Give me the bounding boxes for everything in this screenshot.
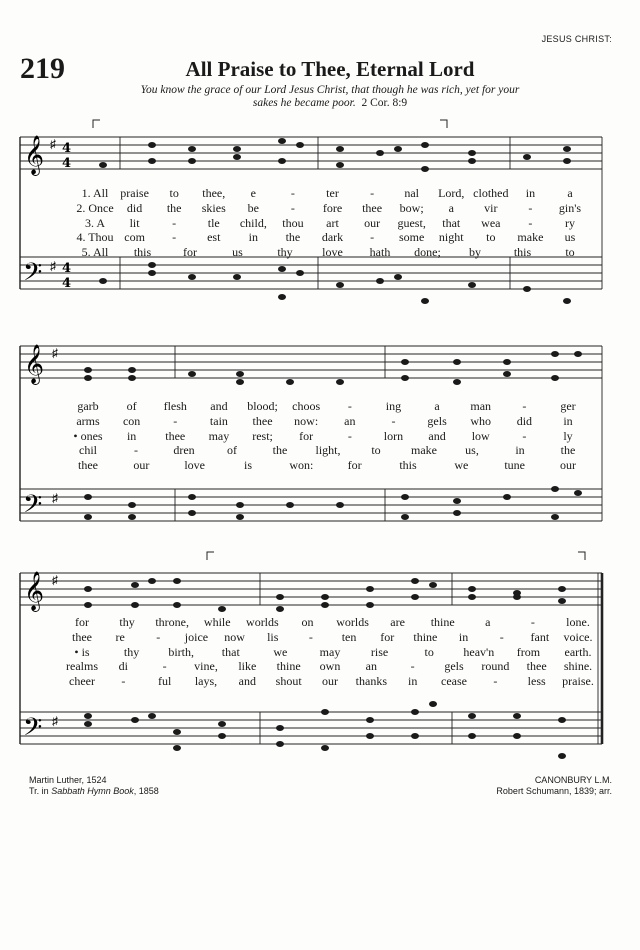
lyric-s1-v4-w13: us xyxy=(564,230,576,245)
lyric-s2-v3-w12: ly xyxy=(563,428,573,443)
lyric-s1-v5-w1: 5. All xyxy=(81,245,109,260)
lyric-s2-v2-w5: thee xyxy=(252,413,273,428)
lyric-s3-v5-w4: lays, xyxy=(194,674,218,689)
lyric-s3-v5-w6: shout xyxy=(275,674,302,689)
lyric-s3-v2-w13: fant xyxy=(530,629,550,644)
lyric-s3-v4-w12: thee xyxy=(526,659,547,674)
lyric-s2-v5-w10: our xyxy=(560,458,576,473)
lyric-s1-v4-w7: dark xyxy=(321,230,344,245)
lyric-s3-v1-w6: on xyxy=(301,615,314,629)
lyric-s2-v3-w3: thee xyxy=(165,428,186,443)
lyric-s3-v2-w8: ten xyxy=(341,629,357,644)
lyric-s2-v3-w9: and xyxy=(428,428,446,443)
lyric-s3-v5-w1: cheer xyxy=(69,674,95,689)
lyric-s2-v3-w2: in xyxy=(126,428,137,443)
lyric-s1-v1-w3: to xyxy=(169,186,179,200)
lyric-s2-v1-w11: - xyxy=(522,399,527,413)
lyric-s1-v2-w1: 2. Once xyxy=(76,200,114,215)
lyric-s2-v3-w10: low xyxy=(471,428,490,443)
lyric-s1-v1-w9: nal xyxy=(404,186,419,200)
lyric-s1-v5-w2: this xyxy=(133,245,152,260)
lyric-s1-v4-w1: 4. Thou xyxy=(76,230,114,245)
lyric-s2-v3-w8: lorn xyxy=(383,428,404,443)
lyric-s2-v1-w9: a xyxy=(434,399,440,413)
text-author: Martin Luther, 1524 xyxy=(29,775,107,785)
lyric-s3-v1-w8: are xyxy=(390,615,405,629)
lyric-s3-v4-w13: shine. xyxy=(563,659,593,674)
lyric-s3-v4-w7: own xyxy=(319,659,341,674)
lyric-s1-v4-w4: est xyxy=(207,230,221,245)
lyric-s3-v3-w8: to xyxy=(424,644,434,659)
lyric-s1-v3-w13: ry xyxy=(565,215,575,230)
lyric-s2-v5-w9: tune xyxy=(504,458,525,473)
lyric-s1-v4-w6: the xyxy=(285,230,301,245)
lyric-s3-v4-w5: like xyxy=(238,659,257,674)
lyric-s2-v1-w5: blood; xyxy=(247,399,278,413)
lyric-s3-v2-w11: in xyxy=(458,629,469,644)
lyric-s1-v1-w4: thee, xyxy=(202,186,226,200)
lyric-s3-v4-w9: - xyxy=(410,659,415,674)
lyric-s3-v3-w5: we xyxy=(273,644,288,659)
lyric-s1-v3-w9: guest, xyxy=(397,215,426,230)
lyric-s1-v5-w3: for xyxy=(183,245,197,260)
lyric-s2-v3-w6: for xyxy=(299,428,314,443)
lyric-s3-v1-w1: for xyxy=(75,615,89,629)
lyric-s2-v2-w4: tain xyxy=(209,413,228,428)
lyric-s3-v2-w3: - xyxy=(156,629,161,644)
lyric-s2-v1-w6: choos xyxy=(292,399,321,413)
lyric-s3-v2-w9: for xyxy=(380,629,395,644)
lyric-s2-v2-w10: who xyxy=(470,413,492,428)
epigraph xyxy=(80,84,580,110)
translation-prefix: Tr. in xyxy=(29,786,49,796)
lyric-s1-v2-w6: - xyxy=(290,200,295,215)
translation-credit xyxy=(29,786,159,797)
lyric-s3-v2-w10: thine xyxy=(413,629,438,644)
lyric-s1-v4-w12: make xyxy=(517,230,544,245)
lyric-s2-v4-w7: to xyxy=(371,443,381,458)
lyric-s1-v1-w1: 1. All xyxy=(81,186,109,200)
lyric-s3-v1-w11: - xyxy=(530,615,535,629)
lyric-s1-v2-w10: a xyxy=(448,200,454,215)
lyric-s3-v3-w11: earth. xyxy=(564,644,592,659)
lyric-s1-v1-w10: Lord, xyxy=(438,186,465,200)
svg-text:♯: ♯ xyxy=(52,346,58,360)
lyric-s1-v3-w11: wea xyxy=(481,215,501,230)
lyric-s3-v3-w4: that xyxy=(221,644,240,659)
lyric-s1-v1-w5: e xyxy=(250,186,256,200)
lyric-s2-v4-w3: dren xyxy=(173,443,195,458)
lyric-s3-v3-w9: heav'n xyxy=(463,644,495,659)
lyric-s2-v4-w8: make xyxy=(411,443,437,458)
section-label: JESUS CHRIST: xyxy=(541,34,612,44)
lyric-s1-v2-w12: - xyxy=(528,200,533,215)
lyric-s1-v4-w3: - xyxy=(172,230,177,245)
lyric-s1-v3-w2: lit xyxy=(129,215,140,230)
lyric-s3-v1-w4: while xyxy=(203,615,231,629)
translation-year: , 1858 xyxy=(133,786,159,796)
lyric-s2-v2-w7: an xyxy=(344,413,356,428)
svg-text:♯: ♯ xyxy=(50,259,56,273)
lyric-s3-v2-w4: joice xyxy=(184,629,209,644)
lyric-s3-v5-w12: less xyxy=(527,674,546,689)
lyric-s1-v3-w6: thou xyxy=(282,215,304,230)
lyric-s1-v1-w8: - xyxy=(370,186,375,200)
lyric-s2-v2-w8: - xyxy=(391,413,396,428)
lyric-s3-v2-w6: lis xyxy=(267,629,279,644)
lyric-s1-v4-w2: com xyxy=(124,230,145,245)
svg-text:♯: ♯ xyxy=(50,137,56,151)
tune-name: CANONBURY L.M. xyxy=(534,775,612,785)
lyric-s3-v1-w9: thine xyxy=(430,615,455,629)
lyric-s1-v2-w2: did xyxy=(126,200,143,215)
lyric-s1-v4-w10: night xyxy=(438,230,464,245)
lyric-s1-v5-w8: done; xyxy=(414,245,441,260)
svg-text:𝄞: 𝄞 xyxy=(24,135,45,175)
lyric-s1-v3-w12: - xyxy=(528,215,533,230)
lyric-s2-v1-w12: ger xyxy=(560,399,576,413)
lyric-s2-v4-w5: the xyxy=(272,443,288,458)
svg-text:♯: ♯ xyxy=(52,573,58,587)
lyric-s1-v3-w7: art xyxy=(326,215,339,230)
lyric-s3-v2-w2: re xyxy=(115,629,125,644)
lyric-s3-v5-w9: in xyxy=(407,674,418,689)
lyric-s1-v5-w9: by xyxy=(469,245,481,260)
lyric-s2-v1-w7: - xyxy=(347,399,352,413)
lyric-s2-v5-w6: for xyxy=(347,458,362,473)
lyric-s3-v2-w5: now xyxy=(224,629,245,644)
lyric-s2-v3-w1: • ones xyxy=(73,428,103,443)
lyric-s3-v5-w3: ful xyxy=(157,674,172,689)
lyric-s1-v1-w7: ter xyxy=(326,186,339,200)
lyric-s2-v3-w5: rest; xyxy=(252,428,273,443)
epigraph-reference: 2 Cor. 8:9 xyxy=(361,97,408,109)
lyric-s2-v5-w5: won: xyxy=(289,458,314,473)
lyric-s1-v4-w9: some xyxy=(398,230,425,245)
lyric-s2-v1-w8: ing xyxy=(385,399,402,413)
translation-source: Sabbath Hymn Book xyxy=(51,786,134,796)
lyric-s3-v5-w13: praise. xyxy=(562,674,594,689)
lyric-s1-v2-w7: fore xyxy=(322,200,343,215)
svg-text:𝄢: 𝄢 xyxy=(23,713,43,748)
svg-text:4: 4 xyxy=(62,141,72,156)
lyric-s3-v4-w4: vine, xyxy=(194,659,218,674)
hymn-number: 219 xyxy=(20,52,65,85)
lyric-s1-v2-w9: bow; xyxy=(399,200,424,215)
svg-text:4: 4 xyxy=(62,156,72,171)
lyric-s2-v4-w2: - xyxy=(134,443,138,458)
lyric-s1-v3-w10: that xyxy=(442,215,461,230)
lyric-s2-v4-w4: of xyxy=(227,443,237,458)
lyric-s1-v1-w12: in xyxy=(525,186,536,200)
lyric-s2-v3-w7: - xyxy=(347,428,352,443)
lyric-s2-v4-w11: the xyxy=(560,443,576,458)
lyric-s3-v4-w1: realms xyxy=(66,659,98,674)
lyric-s3-v3-w10: from xyxy=(516,644,541,659)
credits-right xyxy=(496,775,612,797)
lyric-s1-v3-w5: child, xyxy=(239,215,267,230)
lyric-s3-v2-w1: thee xyxy=(72,629,92,644)
lyric-s2-v1-w4: and xyxy=(210,399,228,413)
lyric-s1-v4-w5: in xyxy=(248,230,258,245)
lyric-s3-v5-w7: our xyxy=(322,674,338,689)
lyric-s1-v2-w8: thee xyxy=(362,200,383,215)
lyric-s1-v5-w4: us xyxy=(232,245,243,260)
lyric-s2-v4-w9: us, xyxy=(465,443,479,458)
lyric-s2-v4-w6: light, xyxy=(315,443,341,458)
lyric-s3-v4-w8: an xyxy=(365,659,377,674)
lyric-s3-v5-w11: - xyxy=(493,674,498,689)
lyric-s1-v2-w3: the xyxy=(166,200,182,215)
lyric-s3-v1-w3: throne, xyxy=(155,615,189,629)
lyric-s2-v1-w2: of xyxy=(126,399,137,413)
lyric-s2-v2-w1: arms xyxy=(76,413,100,428)
svg-text:𝄢: 𝄢 xyxy=(23,490,43,525)
lyric-s3-v1-w12: lone. xyxy=(566,615,590,629)
lyric-s2-v2-w2: con xyxy=(122,413,141,428)
lyric-s3-v3-w3: birth, xyxy=(168,644,195,659)
lyric-s2-v4-w1: chil xyxy=(79,443,97,458)
lyric-s3-v4-w6: thine xyxy=(276,659,301,674)
lyric-s3-v3-w1: • is xyxy=(74,644,90,659)
lyric-s3-v5-w2: - xyxy=(121,674,126,689)
epigraph-line-1: You know the grace of our Lord Jesus Christ, that though he was rich, yet for your xyxy=(140,84,520,96)
lyric-s3-v1-w7: worlds xyxy=(336,615,369,629)
lyric-s1-v4-w11: to xyxy=(486,230,496,245)
lyric-s1-v5-w7: hath xyxy=(369,245,391,260)
svg-text:4: 4 xyxy=(62,276,72,291)
lyric-s3-v2-w14: voice. xyxy=(563,629,593,644)
credits-left xyxy=(29,775,159,797)
lyric-s1-v5-w11: to xyxy=(565,245,575,260)
lyric-s2-v5-w4: is xyxy=(243,458,253,473)
hymn-title: All Praise to Thee, Eternal Lord xyxy=(185,57,475,81)
lyric-s1-v2-w5: be xyxy=(247,200,259,215)
lyric-s3-v3-w2: thy xyxy=(123,644,140,659)
svg-text:𝄢: 𝄢 xyxy=(23,258,43,293)
svg-text:♯: ♯ xyxy=(52,714,58,728)
lyric-s1-v3-w1: 3. A xyxy=(84,215,106,230)
lyric-s2-v2-w12: in xyxy=(563,413,573,428)
svg-text:♯: ♯ xyxy=(52,491,58,505)
svg-text:𝄞: 𝄞 xyxy=(24,571,45,611)
lyric-s3-v3-w7: rise xyxy=(370,644,389,659)
lyric-s1-v5-w6: love xyxy=(322,245,343,260)
lyric-s1-v2-w11: vir xyxy=(484,200,498,215)
lyric-s2-v5-w1: thee xyxy=(78,458,98,473)
lyric-s2-v5-w8: we xyxy=(454,458,469,473)
lyric-s2-v1-w1: garb xyxy=(77,399,99,413)
lyric-s3-v1-w5: worlds xyxy=(246,615,279,629)
composer: Robert Schumann, 1839; arr. xyxy=(496,786,612,796)
lyric-s1-v5-w5: thy xyxy=(277,245,293,260)
lyric-s1-v1-w6: - xyxy=(290,186,295,200)
lyric-s2-v5-w2: our xyxy=(133,458,150,473)
lyric-s2-v5-w3: love xyxy=(184,458,205,473)
lyric-s3-v2-w12: - xyxy=(499,629,504,644)
lyric-s1-v2-w4: skies xyxy=(201,200,226,215)
lyric-s2-v3-w11: - xyxy=(522,428,527,443)
lyric-s3-v5-w5: and xyxy=(238,674,256,689)
lyric-s2-v1-w3: flesh xyxy=(163,399,187,413)
lyric-s3-v4-w2: di xyxy=(118,659,128,674)
lyric-s1-v5-w10: this xyxy=(513,245,532,260)
lyric-s3-v4-w3: - xyxy=(162,659,167,674)
lyric-s3-v2-w7: - xyxy=(308,629,313,644)
lyric-s1-v3-w4: tle xyxy=(207,215,220,230)
lyric-s1-v1-w2: praise xyxy=(120,186,149,200)
svg-text:𝄞: 𝄞 xyxy=(24,344,45,384)
lyric-s1-v3-w8: our xyxy=(364,215,381,230)
lyric-s1-v4-w8: - xyxy=(370,230,375,245)
lyric-s3-v4-w10: gels xyxy=(444,659,464,674)
lyric-s1-v2-w13: gin's xyxy=(558,200,582,215)
lyric-s1-v1-w11: clothed xyxy=(473,186,509,200)
lyric-s2-v2-w3: - xyxy=(173,413,178,428)
lyric-s2-v1-w10: man xyxy=(470,399,492,413)
lyric-s3-v1-w10: a xyxy=(485,615,491,629)
lyric-s1-v3-w3: - xyxy=(172,215,177,230)
lyric-s3-v5-w10: cease xyxy=(441,674,467,689)
lyric-s3-v3-w6: may xyxy=(319,644,341,659)
lyric-s3-v4-w11: round xyxy=(481,659,510,674)
svg-text:4: 4 xyxy=(62,261,72,276)
lyric-s3-v5-w8: thanks xyxy=(355,674,387,689)
lyric-s2-v4-w10: in xyxy=(515,443,525,458)
lyric-s2-v2-w9: gels xyxy=(427,413,447,428)
lyric-s2-v3-w4: may xyxy=(208,428,230,443)
lyric-s2-v2-w11: did xyxy=(516,413,533,428)
lyric-s2-v5-w7: this xyxy=(399,458,417,473)
lyric-s2-v2-w6: now: xyxy=(294,413,319,428)
lyric-s3-v1-w2: thy xyxy=(119,615,135,629)
epigraph-line-2: sakes he became poor. xyxy=(252,97,356,109)
lyric-s1-v1-w13: a xyxy=(567,186,573,200)
